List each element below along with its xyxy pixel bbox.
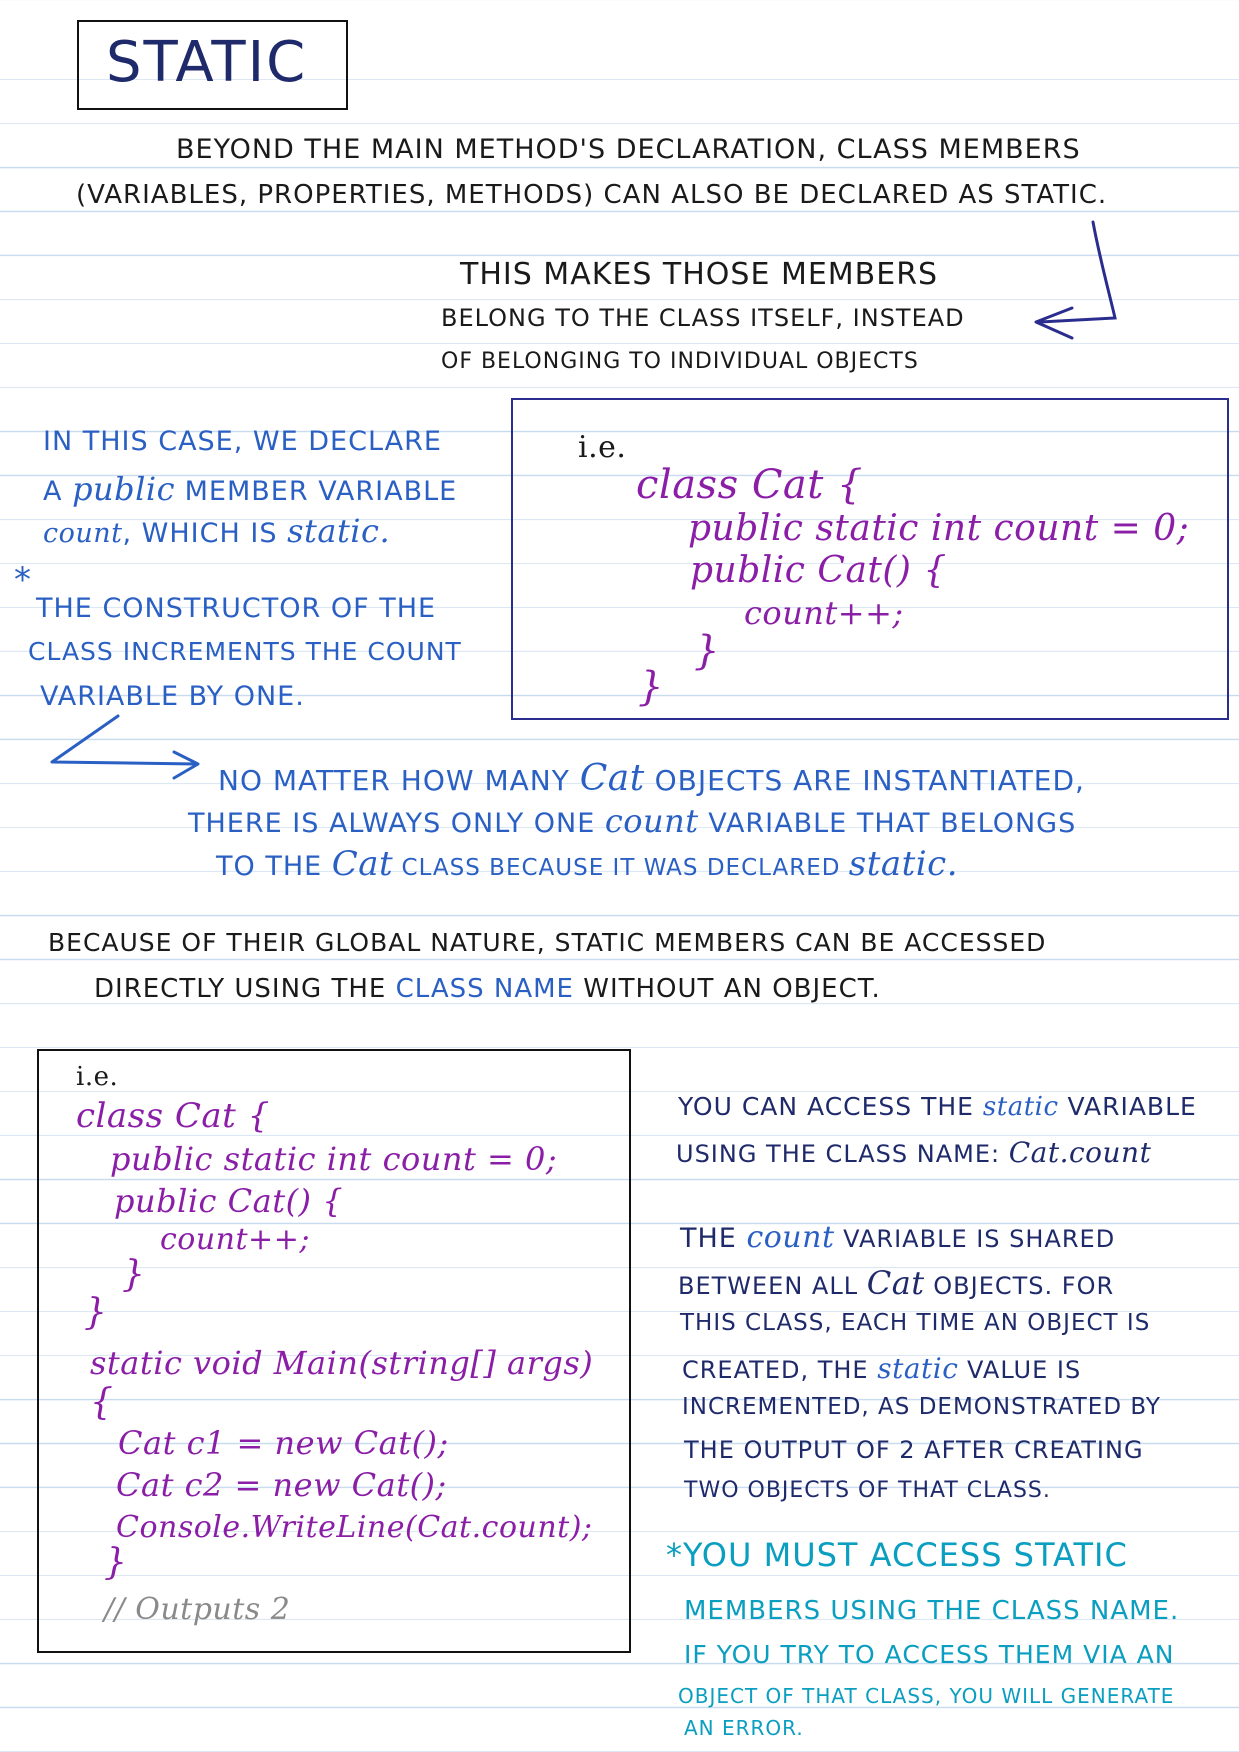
code2-line-6: } — [84, 1292, 108, 1333]
code1-line-4: count++; — [744, 594, 904, 632]
code1-line-3: public Cat() { — [690, 550, 947, 591]
belong-line-3: OF BELONGING TO INDIVIDUAL OBJECTS — [441, 349, 919, 374]
matter-note-static-keyword: static. — [848, 844, 959, 884]
code2-line-5: } — [122, 1254, 146, 1295]
case-note-public-keyword: public — [72, 470, 176, 508]
belong-line-2: BELONG TO THE CLASS ITSELF, INSTEAD — [441, 304, 965, 332]
code2-line-8: { — [90, 1382, 114, 1423]
arrow-to-matter-note — [52, 716, 196, 764]
must-note-line-5: AN ERROR. — [684, 1716, 804, 1740]
belong-line-1: THIS MAKES THOSE MEMBERS — [460, 257, 939, 292]
case-note-text-a: A — [43, 476, 73, 507]
shared-note-line-7: TWO OBJECTS OF THAT CLASS. — [684, 1478, 1051, 1503]
shared-note-text-a: THE — [680, 1223, 747, 1254]
arrow-to-belong-note — [1040, 222, 1115, 322]
case-note-static-keyword: static. — [287, 512, 391, 550]
shared-note-text-d: BETWEEN ALL — [678, 1272, 867, 1300]
must-note-line-3: IF YOU TRY TO ACCESS THEM VIA AN — [684, 1640, 1175, 1669]
access-note-text-a: YOU CAN ACCESS THE — [678, 1092, 983, 1121]
matter-note-text-g: CLASS BECAUSE IT WAS DECLARED — [393, 855, 849, 881]
shared-note-count-keyword: count — [746, 1220, 835, 1255]
matter-note-text-a: NO MATTER HOW MANY — [218, 764, 580, 797]
constructor-note-line-1: THE CONSTRUCTOR OF THE — [36, 593, 437, 624]
shared-note-static-keyword: static — [877, 1352, 959, 1385]
intro-line-2: (VARIABLES, PROPERTIES, METHODS) CAN ALSO BE DECLARED AS STATIC. — [76, 180, 1108, 210]
code1-line-6: } — [638, 664, 664, 710]
code1-line-5: } — [694, 628, 720, 674]
case-note-line-1: IN THIS CASE, WE DECLARE — [43, 426, 442, 457]
access-note-text-c: VARIABLE — [1058, 1092, 1197, 1121]
global-note-text-a: DIRECTLY USING THE — [94, 974, 396, 1004]
code2-output-comment: // Outputs 2 — [104, 1592, 291, 1627]
access-note-cat-count: Cat.count — [1008, 1136, 1152, 1169]
case-note-text-b: , WHICH IS — [122, 518, 288, 549]
shared-note-text-c: VARIABLE IS SHARED — [834, 1225, 1116, 1253]
case-note-text-c: MEMBER VARIABLE — [175, 476, 458, 507]
constructor-note-star: * — [14, 560, 32, 600]
must-note-line-2: MEMBERS USING THE CLASS NAME. — [684, 1596, 1180, 1626]
matter-note-text-d: THERE IS ALWAYS ONLY ONE — [188, 808, 605, 839]
matter-note-cat-keyword-2: Cat — [331, 844, 394, 884]
code1-line-2: public static int count = 0; — [688, 508, 1190, 549]
page-title: STATIC — [106, 30, 308, 95]
code2-ie: i.e. — [76, 1062, 119, 1092]
must-note-line-1: *YOU MUST ACCESS STATIC — [666, 1536, 1128, 1574]
constructor-note-line-2: CLASS INCREMENTS THE COUNT — [28, 637, 462, 666]
matter-note-text-c: OBJECTS ARE INSTANTIATED, — [644, 764, 1085, 797]
shared-note-text-e: OBJECTS. FOR — [924, 1272, 1115, 1300]
shared-note-text-f: CREATED, THE — [682, 1356, 878, 1384]
shared-note-line-6: THE OUTPUT OF 2 AFTER CREATING — [684, 1436, 1144, 1464]
shared-note-line-5: INCREMENTED, AS DEMONSTRATED BY — [682, 1394, 1161, 1420]
code1-ie: i.e. — [578, 430, 627, 465]
code2-line-7: static void Main(string[] args) — [90, 1344, 594, 1382]
global-note-text-c: WITHOUT AN OBJECT. — [573, 974, 881, 1004]
shared-note-text-g: VALUE IS — [958, 1356, 1082, 1384]
intro-line-1: BEYOND THE MAIN METHOD'S DECLARATION, CLASS MEMBERS — [176, 134, 1081, 165]
matter-note-text-f: TO THE — [216, 851, 332, 882]
shared-note-cat-keyword: Cat — [866, 1264, 925, 1302]
code2-line-9: Cat c1 = new Cat(); — [118, 1424, 449, 1462]
code2-line-2: public static int count = 0; — [110, 1140, 558, 1178]
global-note-line-1: BECAUSE OF THEIR GLOBAL NATURE, STATIC MEMBERS CAN BE ACCESSED — [48, 928, 1047, 957]
constructor-note-line-3: VARIABLE BY ONE. — [40, 681, 305, 712]
access-note-text-d: USING THE CLASS NAME: — [676, 1140, 1009, 1168]
matter-note-count-keyword: count — [604, 802, 699, 840]
matter-note-text-e: VARIABLE THAT BELONGS — [698, 808, 1077, 839]
access-note-static-keyword: static — [982, 1092, 1059, 1122]
matter-note-cat-keyword: Cat — [579, 758, 645, 799]
arrow-head-belong — [1036, 308, 1072, 338]
code2-line-3: public Cat() { — [114, 1182, 344, 1220]
code2-line-10: Cat c2 = new Cat(); — [116, 1466, 447, 1504]
shared-note-line-3: THIS CLASS, EACH TIME AN OBJECT IS — [680, 1310, 1151, 1336]
code2-line-4: count++; — [160, 1222, 310, 1257]
must-note-line-4: OBJECT OF THAT CLASS, YOU WILL GENERATE — [678, 1684, 1175, 1708]
code1-line-1: class Cat { — [636, 462, 864, 508]
code2-line-12: } — [104, 1542, 128, 1583]
case-note-count-keyword: count — [43, 518, 123, 549]
code2-line-1: class Cat { — [76, 1096, 270, 1136]
code2-line-11: Console.WriteLine(Cat.count); — [116, 1510, 593, 1545]
global-note-class-name: CLASS NAME — [395, 974, 574, 1004]
